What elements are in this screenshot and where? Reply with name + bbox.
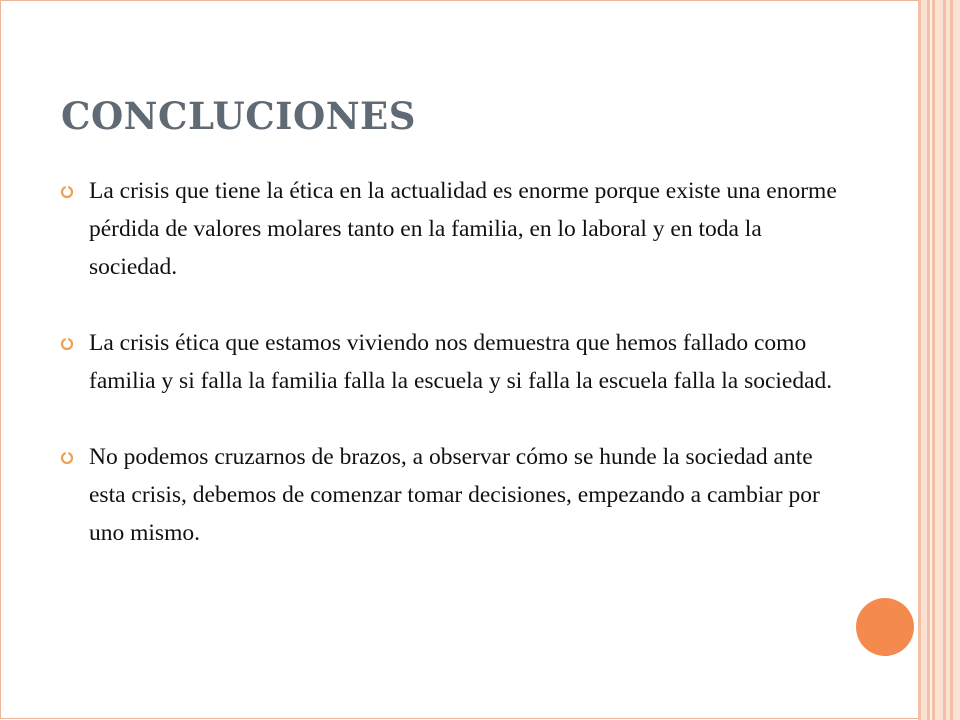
bullet-list bbox=[60, 172, 840, 552]
stripe bbox=[953, 0, 960, 720]
decorative-orange-circle bbox=[856, 598, 914, 656]
bullet-text: La crisis ética que estamos viviendo nos demuestra que hemos fallado como familia y si falla la familia falla la escuela y si falla la escuela falla la sociedad. bbox=[89, 330, 833, 394]
bullet-text: La crisis que tiene la ética en la actualidad es enorme porque existe una enorme pérdida de valores molares tanto en la familia, en lo laboral y en toda la sociedad. bbox=[89, 178, 837, 280]
open-circle-bullet-icon bbox=[60, 185, 74, 199]
open-circle-bullet-icon bbox=[60, 451, 74, 465]
stripe bbox=[935, 0, 943, 720]
slide-title: CONCLUCIONES bbox=[61, 94, 416, 138]
bullet-item bbox=[60, 324, 840, 400]
bullet-text: No podemos cruzarnos de brazos, a observar cómo se hunde la sociedad ante esta crisis, debemos de comenzar tomar decisiones, empezando a cambiar por uno mismo. bbox=[89, 444, 820, 546]
bullet-item bbox=[60, 172, 840, 286]
bullet-item bbox=[60, 438, 840, 552]
open-circle-bullet-icon bbox=[60, 337, 74, 351]
